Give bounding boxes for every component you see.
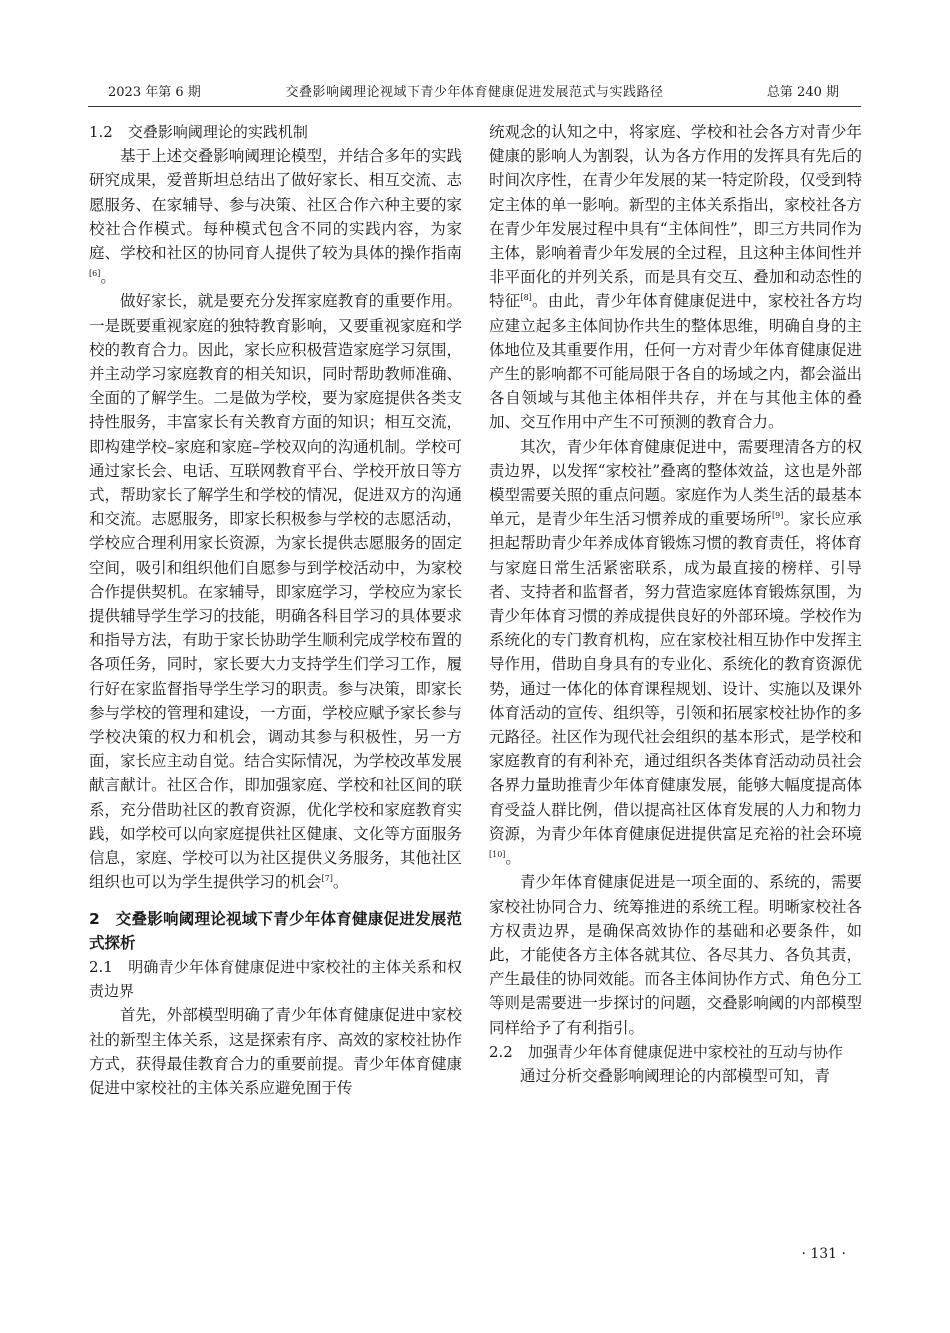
paragraph: 做好家长，就是要充分发挥家庭教育的重要作用。一是既要重视家庭的独特教育影响，又要重视家庭和学校的教育合力。因此，家长应积极营造家庭学习氛围，并主动学习家庭教育的相关知识，同时帮助教师准确、全面的了解学生。二是做为学校，要为家庭提供各类支持性服务，丰富家长有关教育方面的知识；相互交流，即构建学校–家庭和家庭–学校双向的沟通机制。学校可通过家长会、电话、互联网教育平台、学校开放日等方式，帮助家长了解学生和学校的情况，促进双方的沟通和交流。志愿服务，即家长积极参与学校的志愿活动，学校应合理利用家长资源，为家长提供志愿服务的固定空间，吸引和组织他们自愿参与到学校活动中，为家校合作提供契机。在家辅导，即家庭学习，学校应为家长提供辅导学生学习的技能，明确各科目学习的具体要求和指导方法，有助于家长协助学生顺利完成学校布置的各项任务，同时，家长要大力支持学生们学习工作，履行好在家监督指导学生学习的职责。参与决策，即家长参与学校的管理和建设，一方面，学校应赋予家长参与学校决策的权力和机会，调动其参与积极性，另一方面，家长应主动自觉。结合实际情况，为学校改革发展献言献计。社区合作，即加强家庭、学校和社区间的联系，充分借助社区的教育资源，优化学校和家庭教育实践，如学校可以向家庭提供社区健康、文化等方面服务信息，家庭、学校可以为社区提供义务服务，其他社区组织也可以为学生提供学习的机会[7]。 [89, 292, 462, 892]
header-rule [88, 106, 861, 107]
citation: [8] [520, 293, 532, 303]
running-header [88, 84, 861, 106]
paragraph: 通过分析交叠影响阈理论的内部模型可知，青 [520, 1066, 831, 1085]
paragraph: 首先，外部模型明确了青少年体育健康促进中家校社的新型主体关系，这是探索有序、高效的家校社协作方式，获得最佳教育合力的重要前提。青少年体育健康促进中家校社的主体关系应避免囿于传 [89, 1006, 462, 1097]
right-column [489, 120, 862, 1088]
paragraph: 基于上述交叠影响阈理论模型，并结合多年的实践研究成果，爱普斯坦总结出了做好家长、相互交流、志愿服务、在家辅导、参与决策、社区合作六种主要的家校社合作模式。每种模式包含不同的实践内容，为家庭、学校和社区的协同育人提供了较为具体的操作指南[6]。 [89, 147, 462, 287]
citation: [6] [89, 269, 101, 279]
citation: [7] [321, 874, 333, 884]
header-issue: 2023 年第 6 期 [108, 85, 201, 100]
paragraph: 青少年体育健康促进是一项全面的、系统的，需要家校社协同合力、统筹推进的系统工程。明晰家校社各方权责边界，是确保高效协作的基础和必要条件，如此，才能使各方主体各就其位、各尽其力、各负其责，产生最佳的协同效能。而各主体间协作方式、角色分工等则是需要进一步探讨的问题，交叠影响阈的内部模型同样给予了有利指引。 [489, 873, 862, 1037]
paragraph: 其次，青少年体育健康促进中，需要理清各方的权责边界，以发挥“家校社”叠离的整体效益，这也是外部模型需要关照的重点问题。家庭作为人类生活的最基本单元，是青少年生活习惯养成的重要场所[9]。家长应承担起帮助青少年养成体育锻炼习惯的教育责任，将体育与家庭日常生活紧密联系，成为最直接的榜样、引导者、支持者和监督者，努力营造家庭体育锻炼氛围，为青少年体育习惯的养成提供良好的外部环境。学校作为系统化的专门教育机构，应在家校社相互协作中发挥主导作用，借助自身具有的专业化、系统化的教育资源优势，通过一体化的体育课程规划、设计、实施以及课外体育活动的宣传、组织等，引领和拓展家校社协作的多元路径。社区作为现代社会组织的基本形式，是学校和家庭教育的有利补充，通过组织各类体育活动动员社会各界力量助推青少年体育健康发展，能够大幅度提高体育受益人群比例，借以提高社区体育发展的人力和物力资源，为青少年体育健康促进提供富足充裕的社会环境[10]。 [489, 437, 862, 868]
header-total-issue: 总第 240 期 [766, 85, 839, 100]
section-heading-2: 2 交叠影响阈理论视域下青少年体育健康促进发展范式探析 [89, 909, 462, 952]
citation: [9] [772, 511, 784, 521]
section-heading-1-2: 1.2 交叠影响阈理论的实践机制 [89, 123, 308, 141]
paragraph-continued: 统观念的认知之中，将家庭、学校和社会各方对青少年健康的影响人为割裂，认为各方作用的发挥具有先后的时间次序性，在青少年发展的某一特定阶段，仅受到特定主体的单一影响。新型的主体关系指出，家校社各方在青少年发展过程中具有“主体间性”，即三方共同作为主体，影响着青少年发展的全过程，且这种主体间性并非平面化的并列关系，而是具有交互、叠加和动态性的特征[8]。由此，青少年体育健康促进中，家校社各方均应建立起多主体间协作共生的整体思维，明确自身的主体地位及其重要作用，任何一方对青少年体育健康促进产生的影响都不可能局限于各自的场域之内，都会溢出各自领域与其他主体相伴共存，并在与其他主体的叠加、交互作用中产生不可预测的教育合力。 [489, 123, 862, 432]
citation: [10] [489, 850, 506, 860]
left-column [89, 120, 462, 1100]
section-heading-2-1: 2.1 明确青少年体育健康促进中家校社的主体关系和权责边界 [89, 957, 462, 1001]
page-number: · 131 · [801, 1246, 846, 1262]
header-title: 交叠影响阈理论视域下青少年体育健康促进发展范式与实践路径 [285, 85, 664, 100]
section-heading-2-2: 2.2 加强青少年体育健康促进中家校社的互动与协作 [489, 1042, 843, 1061]
